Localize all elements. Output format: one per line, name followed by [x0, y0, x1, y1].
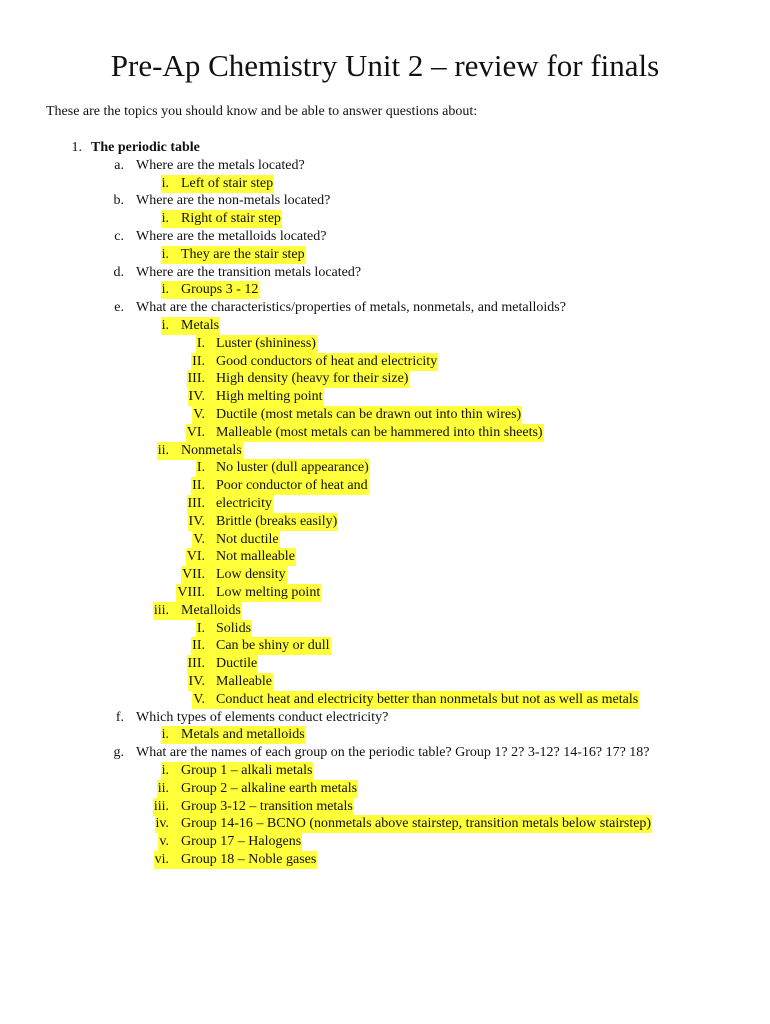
- detail-text: Brittle (breaks easily): [216, 513, 338, 529]
- answer-marker: v.: [159, 834, 169, 850]
- highlight-gap: [170, 175, 180, 193]
- highlight-gap: [170, 210, 180, 228]
- detail-marker: IV.: [188, 389, 205, 405]
- detail-text: Malleable (most metals can be hammered into thin sheets): [216, 424, 543, 440]
- detail-marker: III.: [187, 496, 205, 511]
- highlight-gap: [206, 548, 215, 566]
- detail-marker: III.: [187, 656, 205, 672]
- detail-marker: V.: [193, 531, 205, 547]
- answer-text: Metalloids: [181, 602, 241, 618]
- detail-marker: IV.: [188, 513, 205, 529]
- highlight-gap: [206, 477, 215, 495]
- answer-text: Group 17 – Halogens: [181, 834, 302, 850]
- highlight-gap: [206, 495, 215, 513]
- highlight-gap: [206, 566, 215, 584]
- highlight-gap: [170, 602, 180, 620]
- highlight-gap: [206, 620, 215, 638]
- answer-text: Group 18 – Noble gases: [181, 852, 317, 867]
- question-marker: e.: [114, 300, 124, 316]
- highlight-gap: [170, 246, 180, 264]
- question-text: What are the characteristics/properties of metals, nonmetals, and metalloids?: [136, 300, 566, 316]
- answer-text: Group 14-16 – BCNO (nonmetals above stairstep, transition metals below stairstep): [181, 816, 652, 832]
- detail-marker: II.: [192, 353, 205, 369]
- highlight-gap: [206, 637, 215, 655]
- highlight-gap: [206, 353, 215, 371]
- answer-marker: vi.: [154, 852, 169, 867]
- detail-marker: III.: [187, 371, 205, 387]
- highlight-gap: [170, 726, 180, 744]
- question-marker: f.: [115, 709, 124, 725]
- answer-marker: i.: [161, 246, 169, 262]
- highlight-gap: [206, 335, 215, 353]
- detail-marker: V.: [193, 407, 205, 422]
- detail-marker: VI.: [186, 549, 205, 565]
- section-heading-marker: 1.: [71, 140, 82, 155]
- highlight-gap: [206, 655, 215, 673]
- highlight-gap: [170, 281, 180, 299]
- answer-text: Groups 3 - 12: [181, 282, 259, 298]
- detail-text: High melting point: [216, 389, 323, 405]
- highlight-gap: [170, 780, 180, 798]
- detail-marker: II.: [192, 478, 205, 494]
- question-text: What are the names of each group on the periodic table? Group 1? 2? 3-12? 14-16? 17? 18?: [136, 745, 650, 761]
- detail-marker: VI.: [186, 424, 205, 440]
- answer-marker: i.: [161, 175, 169, 191]
- highlight-gap: [206, 424, 215, 442]
- answer-marker: ii.: [157, 780, 169, 796]
- detail-text: No luster (dull appearance): [216, 460, 369, 476]
- question-text: Where are the transition metals located?: [136, 264, 362, 280]
- detail-text: Not ductile: [216, 531, 279, 547]
- highlight-gap: [170, 317, 180, 335]
- detail-text: Ductile (most metals can be drawn out into thin wires): [216, 407, 522, 422]
- answer-text: Right of stair step: [181, 211, 281, 227]
- highlight-gap: [206, 673, 215, 691]
- highlight-gap: [170, 815, 180, 833]
- highlight-gap: [206, 584, 215, 602]
- question-marker: d.: [113, 264, 124, 280]
- answer-marker: iii.: [153, 798, 169, 814]
- answer-text: They are the stair step: [181, 246, 305, 262]
- detail-marker: I.: [196, 460, 205, 476]
- answer-marker: i.: [161, 282, 169, 298]
- section-heading-text: The periodic table: [91, 140, 200, 155]
- detail-text: Malleable: [216, 674, 272, 689]
- highlight-gap: [170, 442, 180, 460]
- detail-text: Conduct heat and electricity better than nonmetals but not as well as metals: [216, 691, 639, 707]
- detail-marker: V.: [193, 691, 205, 707]
- question-marker: g.: [113, 745, 124, 761]
- answer-marker: iv.: [155, 816, 169, 832]
- answer-marker: i.: [161, 211, 169, 227]
- answer-text: Metals and metalloids: [181, 727, 305, 743]
- detail-marker: VIII.: [177, 585, 205, 600]
- detail-text: Poor conductor of heat and: [216, 478, 368, 494]
- highlight-gap: [170, 798, 180, 816]
- intro-text: These are the topics you should know and be able to answer questions about:: [46, 104, 478, 119]
- answer-marker: i.: [161, 318, 169, 333]
- question-text: Which types of elements conduct electricity?: [136, 709, 389, 725]
- detail-text: Not malleable: [216, 549, 295, 565]
- detail-text: Ductile: [216, 656, 258, 672]
- question-marker: c.: [114, 229, 124, 244]
- detail-text: Low melting point: [216, 585, 321, 600]
- highlight-gap: [206, 531, 215, 549]
- highlight-gap: [206, 459, 215, 477]
- highlight-gap: [206, 513, 215, 531]
- detail-marker: I.: [196, 620, 205, 636]
- detail-marker: VII.: [182, 567, 205, 583]
- detail-marker: II.: [192, 638, 205, 654]
- highlight-gap: [170, 833, 180, 851]
- highlight-gap: [206, 406, 215, 424]
- answer-text: Left of stair step: [181, 175, 274, 191]
- answer-text: Group 3-12 – transition metals: [181, 798, 353, 814]
- detail-text: electricity: [216, 496, 272, 511]
- answer-marker: i.: [161, 727, 169, 743]
- answer-text: Nonmetals: [181, 442, 242, 458]
- answer-marker: i.: [161, 763, 169, 778]
- highlight-gap: [206, 388, 215, 406]
- question-marker: b.: [113, 193, 124, 209]
- highlight-gap: [206, 370, 215, 388]
- answer-marker: ii.: [157, 442, 169, 458]
- detail-text: Good conductors of heat and electricity: [216, 353, 438, 369]
- highlight-gap: [170, 762, 180, 780]
- detail-text: Low density: [216, 567, 286, 583]
- detail-marker: I.: [196, 335, 205, 351]
- answer-marker: iii.: [153, 602, 169, 618]
- detail-marker: IV.: [188, 674, 205, 689]
- page-title: Pre-Ap Chemistry Unit 2 – review for finals: [110, 48, 660, 83]
- question-text: Where are the non-metals located?: [136, 193, 331, 209]
- highlight-gap: [170, 851, 180, 869]
- question-marker: a.: [114, 157, 124, 173]
- detail-text: Luster (shininess): [216, 335, 316, 351]
- answer-text: Group 2 – alkaline earth metals: [181, 780, 358, 796]
- detail-text: Solids: [216, 620, 252, 636]
- answer-text: Group 1 – alkali metals: [181, 763, 313, 778]
- answer-text: Metals: [181, 318, 220, 333]
- highlight-gap: [206, 691, 215, 709]
- detail-text: High density (heavy for their size): [216, 371, 409, 387]
- question-text: Where are the metals located?: [136, 157, 305, 173]
- detail-text: Can be shiny or dull: [216, 638, 330, 654]
- question-text: Where are the metalloids located?: [136, 229, 327, 244]
